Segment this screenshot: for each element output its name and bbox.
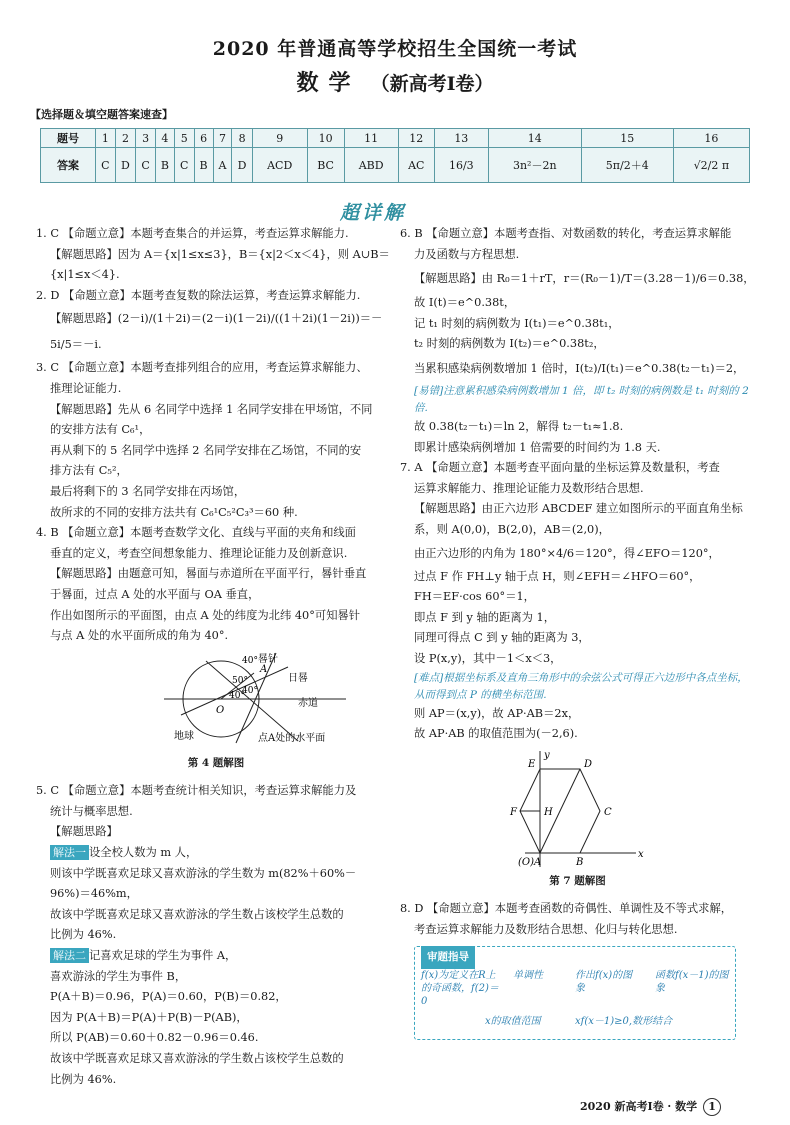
table-cell: 6 bbox=[194, 129, 213, 148]
table-cell: 8 bbox=[232, 129, 253, 148]
fig7-point-h: H bbox=[544, 806, 553, 818]
fig7-point-e: E bbox=[528, 758, 536, 770]
text-line: 所以 P(AB)＝0.60＋0.82－0.96＝0.46. bbox=[50, 1031, 259, 1045]
table-cell: 3 bbox=[136, 129, 156, 148]
text-line: 【解题思路】(2－i)/(1＋2i)＝(2－i)(1－2i)/((1＋2i)(1－2i))＝－5i/5＝－i. bbox=[50, 312, 383, 352]
text-line: 故该中学既喜欢足球又喜欢游泳的学生数占该校学生总数的 bbox=[50, 1052, 344, 1065]
text-line: 则该中学既喜欢足球又喜欢游泳的学生数为 m(82%＋60%－ bbox=[50, 866, 357, 880]
fig4-point-o: O bbox=[216, 704, 225, 716]
text-line: 记喜欢足球的学生为事件 A， bbox=[89, 949, 237, 963]
review-guide-box bbox=[414, 946, 736, 1040]
review-guide-title: 审题指导 bbox=[421, 946, 475, 969]
table-cell: 9 bbox=[252, 129, 307, 148]
text-line: 【解题思路】由 R₀＝1＋rT，r＝(R₀－1)/T＝(3.28－1)/6＝0.38， bbox=[414, 272, 755, 286]
error-note: [易错]注意累积感染病例数增加 1 倍，即 t₂ 时刻的病例数是 t₁ 时刻的 2 倍. bbox=[414, 384, 749, 414]
table-cell: 15 bbox=[581, 129, 673, 148]
table-cell: 5 bbox=[174, 129, 194, 148]
fig4-gnomon: 晷针 bbox=[258, 653, 278, 665]
fig4-point-a: A bbox=[260, 663, 268, 675]
table-cell: B bbox=[194, 148, 213, 183]
table-cell: 3n²－2n bbox=[488, 148, 581, 183]
text-line: 【解题思路】 bbox=[50, 825, 118, 839]
table-cell: C bbox=[136, 148, 156, 183]
paper-name: （新高考Ⅰ卷） bbox=[370, 73, 494, 95]
left-column bbox=[36, 224, 396, 1090]
fig4-horizon: 点A处的水平面 bbox=[258, 732, 326, 744]
text-line: {x|1≤x＜4}. bbox=[50, 268, 120, 282]
table-cell: 12 bbox=[398, 129, 434, 148]
figure-7-diagram bbox=[400, 749, 755, 869]
fig7-point-c: C bbox=[604, 806, 612, 818]
table-cell: 16/3 bbox=[434, 148, 488, 183]
text-line: 即点 F 到 y 轴的距离为 1， bbox=[414, 610, 556, 624]
table-cell: 16 bbox=[673, 129, 749, 148]
text-line: 由正六边形的内角为 180°×4/6＝120°，得∠EFO＝120°， bbox=[414, 546, 720, 560]
table-cell: 5π/2＋4 bbox=[581, 148, 673, 183]
text-line: 2. D 【命题立意】本题考查复数的除法运算，考查运算求解能力. bbox=[36, 288, 361, 302]
table-cell: AC bbox=[398, 148, 434, 183]
table-cell: 4 bbox=[155, 129, 174, 148]
table-cell: C bbox=[174, 148, 194, 183]
answer-table-row2-label: 答案 bbox=[41, 148, 96, 183]
text-line: 比例为 46%. bbox=[50, 928, 117, 942]
table-cell: B bbox=[155, 148, 174, 183]
section-banner: 超详解 bbox=[340, 202, 407, 224]
text-line: 即累计感染病例增加 1 倍需要的时间约为 1.8 天. bbox=[414, 440, 661, 454]
text-line: 作出如图所示的平面图，由点 A 处的纬度为北纬 40°可知晷针 bbox=[50, 608, 361, 622]
fig7-axis-y: y bbox=[544, 749, 550, 761]
table-cell: 13 bbox=[434, 129, 488, 148]
text-line: 则 AP＝(x,y)，故 AP·AB＝2x， bbox=[414, 706, 580, 720]
table-cell: 7 bbox=[213, 129, 232, 148]
fig7-point-b: B bbox=[576, 856, 584, 868]
text-line: 设 P(x,y)，其中－1＜x＜3， bbox=[414, 651, 562, 665]
exam-subtitle bbox=[0, 66, 790, 97]
text-line: 5. C 【命题立意】本题考查统计相关知识，考查运算求解能力及 bbox=[36, 784, 357, 798]
table-cell: √2/2 π bbox=[673, 148, 749, 183]
fig7-point-a: (O)A bbox=[518, 856, 542, 868]
figure-7 bbox=[400, 749, 755, 869]
guide-step-3: 作出f(x)的图象 bbox=[575, 970, 633, 995]
text-line: 故 I(t)＝e^0.38t， bbox=[414, 296, 516, 310]
text-line: 垂直的定义，考查空间想象能力、推理论证能力及创新意识. bbox=[50, 546, 348, 560]
text-line: 【解题思路】因为 A＝{x|1≤x≤3}，B＝{x|2＜x＜4}，则 A∪B＝ bbox=[50, 247, 390, 261]
table-cell: 14 bbox=[488, 129, 581, 148]
subject-name: 数学 bbox=[296, 70, 361, 96]
fig4-dial: 日晷 bbox=[288, 672, 308, 684]
table-cell: 11 bbox=[344, 129, 398, 148]
guide-step-6: x的取值范围 bbox=[485, 1016, 541, 1028]
text-line: 8. D 【命题立意】本题考查函数的奇偶性、单调性及不等式求解， bbox=[400, 902, 733, 916]
text-line: 4. B 【命题立意】本题考查数学文化、直线与平面的夹角和线面 bbox=[36, 526, 356, 540]
text-line: 6. B 【命题立意】本题考查指、对数函数的转化，考查运算求解能 bbox=[400, 227, 732, 240]
text-line: 1. C 【命题立意】本题考查集合的并运算，考查运算求解能力. bbox=[36, 227, 349, 240]
table-cell: D bbox=[115, 148, 136, 183]
table-cell: 2 bbox=[115, 129, 136, 148]
fig7-point-f: F bbox=[510, 806, 517, 818]
exam-title: 2020 年普通高等学校招生全国统一考试 bbox=[212, 38, 578, 60]
text-line: 考查运算求解能力及数形结合思想、化归与转化思想. bbox=[414, 922, 678, 936]
figure-4 bbox=[36, 651, 396, 751]
text-line: 设全校人数为 m 人， bbox=[89, 846, 198, 860]
table-cell: D bbox=[232, 148, 253, 183]
answer-table-answers-row bbox=[41, 148, 750, 183]
text-line: P(A＋B)＝0.96，P(A)＝0.60，P(B)＝0.82， bbox=[50, 990, 287, 1004]
answer-table-row1-label: 题号 bbox=[41, 129, 96, 148]
table-cell: A bbox=[213, 148, 232, 183]
guide-step-1: f(x)为定义在R上的奇函数，f(2)＝0 bbox=[421, 970, 499, 1008]
text-line: t₂ 时刻的病例数为 I(t₂)＝e^0.38t₂， bbox=[414, 337, 605, 351]
text-line: 最后将剩下的 3 名同学安排在丙场馆， bbox=[50, 484, 246, 498]
text-line: 故该中学既喜欢足球又喜欢游泳的学生数占该校学生总数的 bbox=[50, 907, 344, 921]
method-two-label: 解法二 bbox=[50, 948, 89, 963]
text-line: 排方法有 C₅²， bbox=[50, 464, 128, 478]
text-line: 于晷面，过点 A 处的水平面与 OA 垂直， bbox=[50, 587, 260, 601]
table-cell: C bbox=[96, 148, 116, 183]
text-line: 故 AP·AB 的取值范围为(－2,6). bbox=[414, 727, 578, 741]
text-line: 统计与概率思想. bbox=[50, 804, 133, 818]
right-column bbox=[400, 224, 755, 1040]
text-line: 系，则 A(0,0)，B(2,0)，AB＝(2,0)， bbox=[414, 522, 610, 536]
text-line: 【解题思路】由题意可知，晷面与赤道所在平面平行，晷针垂直 bbox=[50, 567, 367, 581]
text-line: 同理可得点 C 到 y 轴的距离为 3， bbox=[414, 631, 590, 645]
fig4-earth: 地球 bbox=[174, 730, 194, 742]
footer-text: 2020 新高考Ⅰ卷 · 数学 bbox=[580, 1100, 698, 1113]
table-cell: ACD bbox=[252, 148, 307, 183]
guide-step-4: 函数f(x－1)的图象 bbox=[655, 970, 729, 995]
fig7-axis-x: x bbox=[638, 848, 644, 860]
text-line: 喜欢游泳的学生为事件 B， bbox=[50, 969, 187, 983]
table-cell: 1 bbox=[96, 129, 116, 148]
method-one-label: 解法一 bbox=[50, 845, 89, 860]
fig4-angle-2: 50° bbox=[232, 675, 248, 686]
fig4-angle-1: 40° bbox=[242, 655, 258, 666]
fig4-angle-3: 40° bbox=[242, 685, 258, 696]
text-line: 当累积感染病例数增加 1 倍时，I(t₂)/I(t₁)＝e^0.38(t₂－t₁)＝2， bbox=[414, 361, 745, 375]
text-line: 运算求解能力、推理论证能力及数形结合思想. bbox=[414, 481, 644, 495]
text-line: 过点 F 作 FH⊥y 轴于点 H，则∠EFH＝∠HFO＝60°， bbox=[414, 569, 701, 583]
table-cell: ABD bbox=[344, 148, 398, 183]
table-cell: BC bbox=[307, 148, 344, 183]
guide-step-2: 单调性 bbox=[513, 970, 543, 982]
text-line: 7. A 【命题立意】本题考查平面向量的坐标运算及数量积，考查 bbox=[400, 461, 720, 475]
text-line: 故所求的不同的安排方法共有 C₆¹C₅²C₃³＝60 种. bbox=[50, 505, 298, 519]
figure-7-caption: 第 7 题解图 bbox=[549, 874, 606, 887]
answer-table-numbers-row bbox=[41, 129, 750, 148]
text-line: 与点 A 处的水平面所成的角为 40°. bbox=[50, 629, 229, 643]
figure-4-diagram bbox=[36, 651, 396, 751]
guide-step-5: xf(x－1)≥0,数形结合 bbox=[575, 1016, 673, 1028]
text-line: 因为 P(A＋B)＝P(A)＋P(B)－P(AB)， bbox=[50, 1010, 248, 1024]
page-footer bbox=[580, 1098, 721, 1116]
text-line: 推理论证能力. bbox=[50, 381, 122, 395]
page-number: 1 bbox=[703, 1098, 721, 1116]
text-line: 3. C 【命题立意】本题考查排列组合的应用，考查运算求解能力、 bbox=[36, 361, 368, 375]
quick-answer-label: 【选择题＆填空题答案速查】 bbox=[30, 108, 173, 121]
text-line: 记 t₁ 时刻的病例数为 I(t₁)＝e^0.38t₁， bbox=[414, 316, 620, 330]
difficulty-note: [难点]根据坐标系及直角三角形中的余弦公式可得正六边形中各点坐标，从而得到点 P 的横坐标范围. bbox=[414, 671, 748, 701]
table-cell: 10 bbox=[307, 129, 344, 148]
text-line: 再从剩下的 5 名同学中选择 2 名同学安排在乙场馆，不同的安 bbox=[50, 443, 362, 457]
fig7-point-d: D bbox=[584, 758, 593, 770]
figure-4-caption: 第 4 题解图 bbox=[187, 756, 245, 769]
text-line: 96%)＝46%m， bbox=[50, 887, 138, 901]
text-line: 比例为 46%. bbox=[50, 1072, 117, 1086]
fig4-equator: 赤道 bbox=[298, 697, 318, 709]
fig4-angle-4: 40° bbox=[229, 690, 245, 701]
text-line: FH＝EF·cos 60°＝1， bbox=[414, 590, 535, 604]
text-line: 【解题思路】由正六边形 ABCDEF 建立如图所示的平面直角坐标 bbox=[414, 502, 743, 516]
text-line: 的安排方法有 C₆¹， bbox=[50, 423, 151, 437]
answer-table bbox=[40, 128, 750, 183]
text-line: 故 0.38(t₂－t₁)＝ln 2，解得 t₂－t₁≈1.8. bbox=[414, 419, 624, 433]
text-line: 力及函数与方程思想. bbox=[414, 247, 520, 261]
text-line: 【解题思路】先从 6 名同学中选择 1 名同学安排在甲场馆，不同 bbox=[50, 402, 373, 416]
